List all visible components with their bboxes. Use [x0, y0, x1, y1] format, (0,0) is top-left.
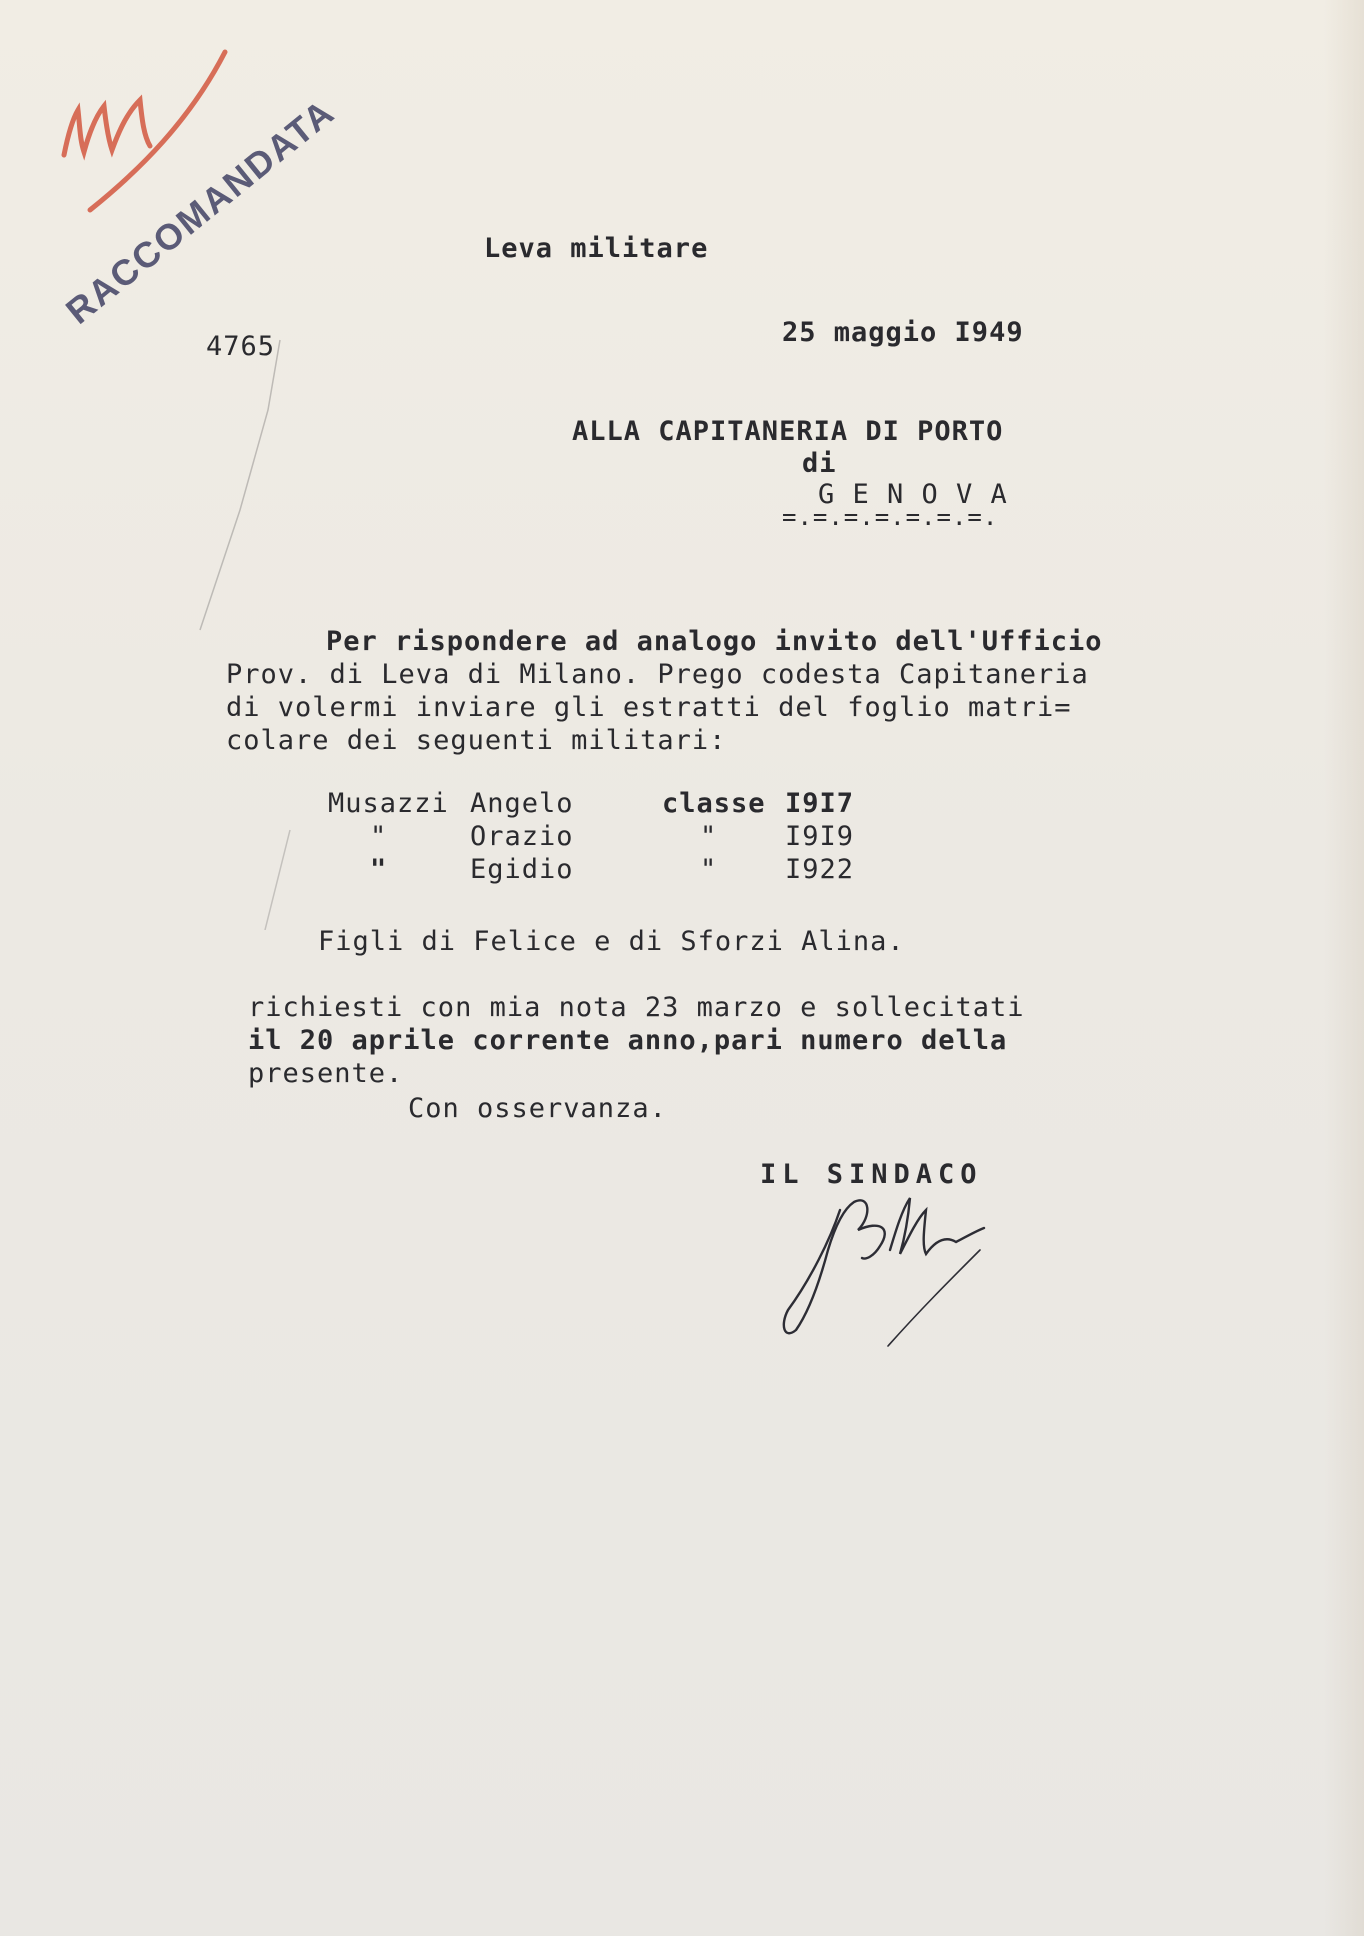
recipient-line-2: di	[802, 448, 837, 479]
protocol-number: 4765	[206, 331, 276, 362]
soldier-class-label: classe	[662, 788, 766, 819]
soldier-class-label: "	[700, 821, 718, 852]
closing-line: Con osservanza.	[408, 1093, 667, 1124]
paragraph1-line-2: Prov. di Leva di Milano. Prego codesta Capitaneria	[226, 659, 1089, 690]
recipient-line-1: ALLA CAPITANERIA DI PORTO	[572, 416, 1004, 447]
soldier-class-year: I922	[785, 854, 855, 885]
recipient-underline: =.=.=.=.=.=.=.	[782, 503, 999, 531]
soldier-name: Angelo	[470, 788, 574, 819]
soldier-surname: "	[370, 821, 388, 852]
paragraph2-line-2: il 20 aprile corrente anno,pari numero della	[248, 1025, 1008, 1056]
parents-line: Figli di Felice e di Sforzi Alina.	[318, 926, 905, 957]
soldier-class-year: I9I9	[785, 821, 855, 852]
handwritten-signature	[770, 1180, 1030, 1350]
paragraph2-line-1: richiesti con mia nota 23 marzo e sollecitati	[248, 992, 1025, 1023]
paragraph1-line-4: colare dei seguenti militari:	[226, 725, 727, 756]
paragraph1-line-1: Per rispondere ad analogo invito dell'Ufficio	[326, 626, 1103, 657]
signatory-title: IL SINDACO	[760, 1159, 983, 1190]
soldier-surname: Musazzi	[328, 788, 449, 819]
soldier-class-label: "	[700, 854, 718, 885]
paragraph1-line-3: di volermi inviare gli estratti del foglio matri=	[226, 692, 1072, 723]
page-edge-shadow	[1324, 0, 1364, 1936]
pencil-line	[180, 330, 300, 930]
recipient-city: G E N O V A	[818, 479, 1008, 510]
soldier-name: Egidio	[470, 854, 574, 885]
soldier-name: Orazio	[470, 821, 574, 852]
letter-date: 25 maggio I949	[782, 317, 1024, 348]
soldier-class-year: I9I7	[785, 788, 855, 819]
paragraph2-line-3: presente.	[248, 1058, 404, 1089]
subject-line: Leva militare	[484, 233, 709, 264]
soldier-surname: "	[370, 854, 388, 885]
raccomandata-stamp: RACCOMANDATA	[58, 90, 343, 332]
